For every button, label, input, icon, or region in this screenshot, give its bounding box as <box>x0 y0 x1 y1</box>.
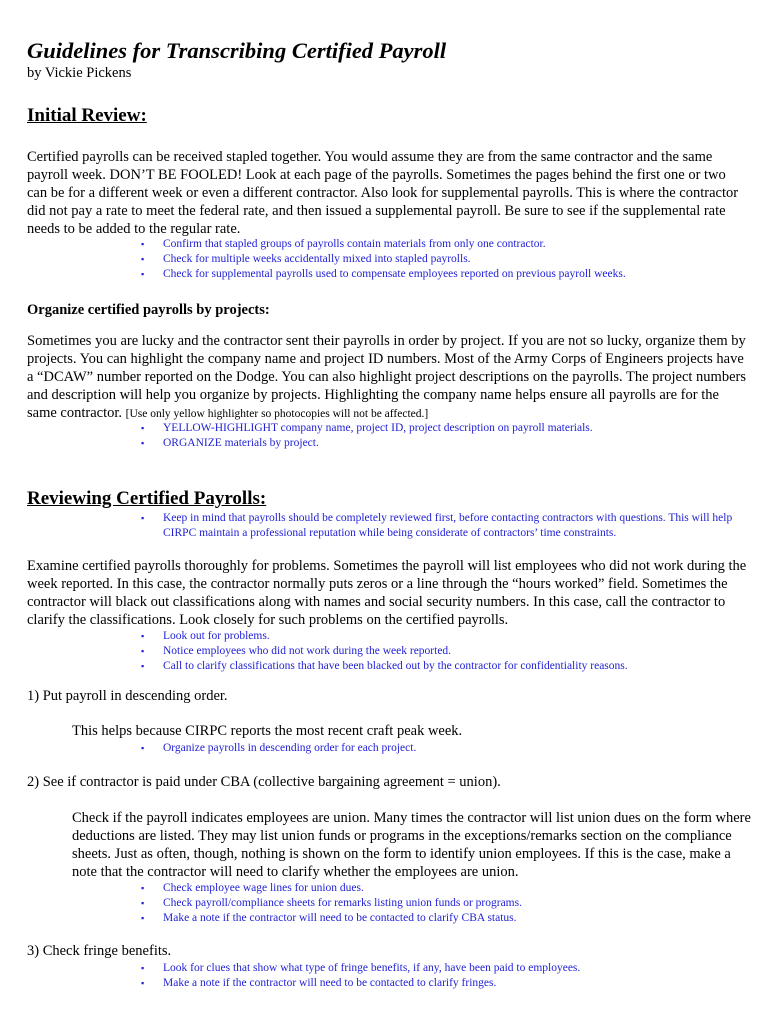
bullet-icon: ▪ <box>141 913 145 923</box>
bullet-icon: ▪ <box>141 269 145 279</box>
highlighter-note: [Use only yellow highlighter so photocopies will not be affected.] <box>125 408 429 420</box>
list-item: ▪ Make a note if the contractor will need to be contacted to clarify CBA status. <box>141 912 517 924</box>
initial-review-paragraph: Certified payrolls can be received stapled together. You would assume they are from the same contractor and the same payroll week. DON’T BE FOOLED! Look at each page of the payrolls. Sometimes the pages behind the first one or two can be for a different week or even a different contractor. Also look for supplemental payrolls. This is where the contractor did not pay a rate to meet the federal rate, and then issued a supplemental payroll. Be sure to see if the supplemental rate needs to be added to the regular rate. <box>27 149 739 237</box>
bullet-icon: ▪ <box>141 898 145 908</box>
bullet-icon: ▪ <box>141 239 145 249</box>
list-item: ▪ Check for multiple weeks accidentally mixed into stapled payrolls. <box>141 253 471 265</box>
step-2-bullets <box>0 881 751 926</box>
list-item: ▪ Look out for problems. <box>141 630 270 642</box>
list-item: ▪ Keep in mind that payrolls should be completely reviewed first, before contacting contractors with questions. This will help CIRPC maintain a professional reputation while being considerate of contractors’ time constraints. <box>141 512 733 539</box>
step-1-label: 1) Put payroll in descending order. <box>27 688 228 704</box>
reviewing-heading: Reviewing Certified Payrolls: <box>27 488 267 509</box>
bullet-icon: ▪ <box>141 438 145 448</box>
list-item: ▪ Check payroll/compliance sheets for remarks listing union funds or programs. <box>141 897 522 909</box>
bullet-icon: ▪ <box>141 963 145 973</box>
list-item: ▪ Organize payrolls in descending order for each project. <box>141 742 417 754</box>
list-item: ▪ Call to clarify classifications that have been blacked out by the contractor for confidentiality reasons. <box>141 660 628 672</box>
list-item: ▪ Check employee wage lines for union dues. <box>141 882 364 894</box>
page-title: Guidelines for Transcribing Certified Payroll <box>27 38 447 63</box>
bullet-icon: ▪ <box>141 743 145 753</box>
step-1-bullets <box>0 741 751 756</box>
list-item: ▪ Make a note if the contractor will need to be contacted to clarify fringes. <box>141 977 497 989</box>
step-2-text: Check if the payroll indicates employees are union. Many times the contractor will list union dues on the form where deductions are listed. They may list union funds or programs in the exceptions/remarks section on the compliance sheets. Just as often, though, nothing is shown on the form to identify union employees. If this is the case, make a note that the contractor will need to clarify whether the employees are union. <box>72 810 751 880</box>
organize-bullets <box>0 421 751 451</box>
bullet-icon: ▪ <box>141 631 145 641</box>
reviewing-paragraph: Examine certified payrolls thoroughly for problems. Sometimes the payroll will list employees who did not work during the week reported. In this case, the contractor normally puts zeros or a line through the “hours worked” field. Sometimes the contractor will black out classifications along with names and social security numbers. In this case, call the contractor to clarify the classifications. Look closely for such problems on the certified payrolls. <box>27 558 747 628</box>
list-item: ▪ Confirm that stapled groups of payrolls contain materials from only one contractor. <box>141 238 546 250</box>
bullet-icon: ▪ <box>141 978 145 988</box>
list-item: ▪ Check for supplemental payrolls used to compensate employees reported on previous payroll weeks. <box>141 268 626 280</box>
initial-review-heading: Initial Review: <box>27 105 147 126</box>
author-line: by Vickie Pickens <box>27 65 132 81</box>
reviewing-bullets-2 <box>0 629 751 674</box>
list-item: ▪ ORGANIZE materials by project. <box>141 437 319 449</box>
bullet-icon: ▪ <box>141 883 145 893</box>
bullet-icon: ▪ <box>141 646 145 656</box>
list-item: ▪ YELLOW-HIGHLIGHT company name, project ID, project description on payroll materials. <box>141 422 593 434</box>
organize-paragraph: Sometimes you are lucky and the contractor sent their payrolls in order by project. If you are not so lucky, organize them by projects. You can highlight the company name and project ID numbers. Most of the Army Corps of Engineers projects have a “DCAW” number reported on the Dodge. You can also highlight project descriptions on the payrolls. The project numbers and description will help you organize by projects. Highlighting the company name helps ensure all payrolls are for the same contractor. [Use only yellow highlighter so photocopies will not be affected.] <box>27 333 746 421</box>
reviewing-bullets <box>0 511 751 541</box>
bullet-icon: ▪ <box>141 513 145 523</box>
list-item: ▪ Notice employees who did not work during the week reported. <box>141 645 452 657</box>
bullet-icon: ▪ <box>141 254 145 264</box>
step-1-text: This helps because CIRPC reports the most recent craft peak week. <box>72 723 463 739</box>
step-2-label: 2) See if contractor is paid under CBA (collective bargaining agreement = union). <box>27 774 501 790</box>
organize-heading: Organize certified payrolls by projects: <box>27 302 270 318</box>
step-3-label: 3) Check fringe benefits. <box>27 943 172 959</box>
bullet-icon: ▪ <box>141 661 145 671</box>
step-3-bullets <box>0 961 751 991</box>
bullet-icon: ▪ <box>141 423 145 433</box>
list-item: ▪ Look for clues that show what type of fringe benefits, if any, have been paid to employees. <box>141 962 581 974</box>
initial-review-bullets <box>0 237 751 282</box>
